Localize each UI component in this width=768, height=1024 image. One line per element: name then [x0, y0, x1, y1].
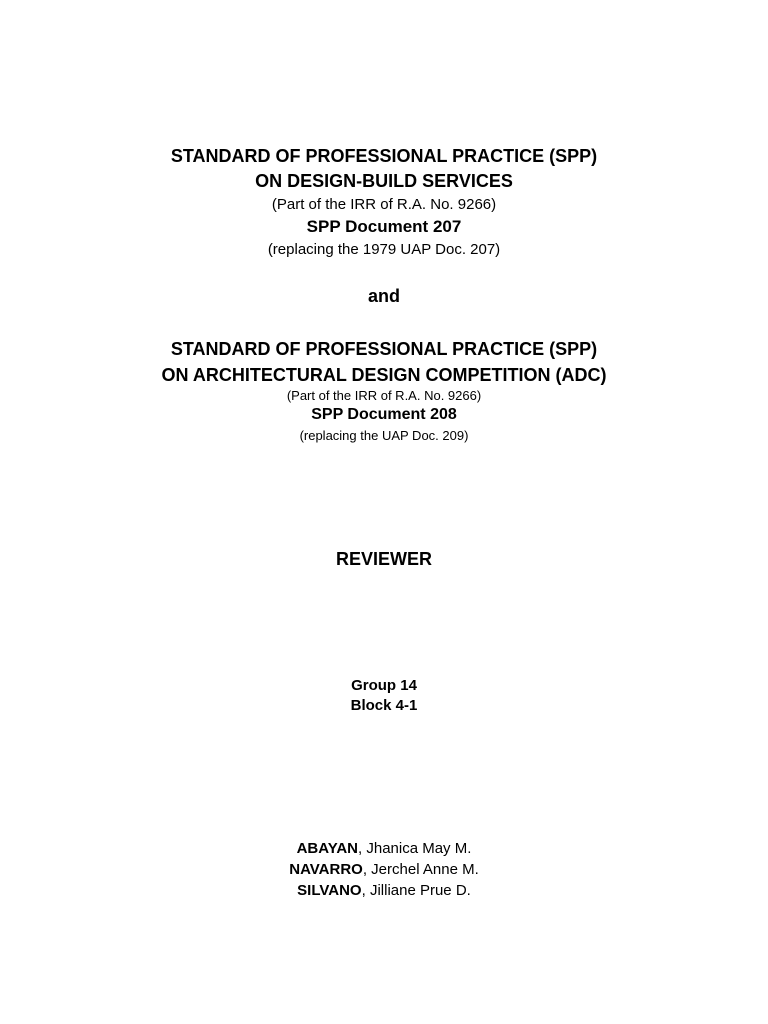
block-number: Block 4-1	[350, 697, 418, 714]
member-3	[0, 883, 768, 898]
reviewer-heading: REVIEWER	[335, 549, 432, 569]
member-1	[0, 841, 768, 856]
conjunction-and: and	[367, 286, 400, 306]
doc1-title-line1: STANDARD OF PROFESSIONAL PRACTICE (SPP)	[170, 146, 598, 166]
member-1-given-name: , Jhanica May M.	[358, 840, 472, 857]
doc2-document-number: SPP Document 208	[311, 406, 457, 423]
doc1-title-line2: ON DESIGN-BUILD SERVICES	[255, 171, 513, 191]
doc2-title-line1: STANDARD OF PROFESSIONAL PRACTICE (SPP)	[170, 339, 598, 359]
member-1-surname: ABAYAN	[296, 840, 359, 857]
doc1-document-number: SPP Document 207	[306, 217, 462, 236]
doc2-title-line2: ON ARCHITECTURAL DESIGN COMPETITION (ADC)	[161, 365, 607, 385]
member-3-given-name: , Jilliane Prue D.	[361, 882, 471, 899]
doc2-part-of: (Part of the IRR of R.A. No. 9266)	[286, 388, 482, 403]
member-2-given-name: , Jerchel Anne M.	[362, 861, 479, 878]
member-3-surname: SILVANO	[297, 882, 362, 899]
doc2-replacing: (replacing the UAP Doc. 209)	[299, 428, 469, 443]
member-2-surname: NAVARRO	[289, 861, 363, 878]
group-number: Group 14	[351, 677, 417, 694]
doc1-part-of: (Part of the IRR of R.A. No. 9266)	[271, 196, 497, 213]
member-2	[0, 862, 768, 877]
doc1-replacing: (replacing the 1979 UAP Doc. 207)	[267, 241, 501, 258]
